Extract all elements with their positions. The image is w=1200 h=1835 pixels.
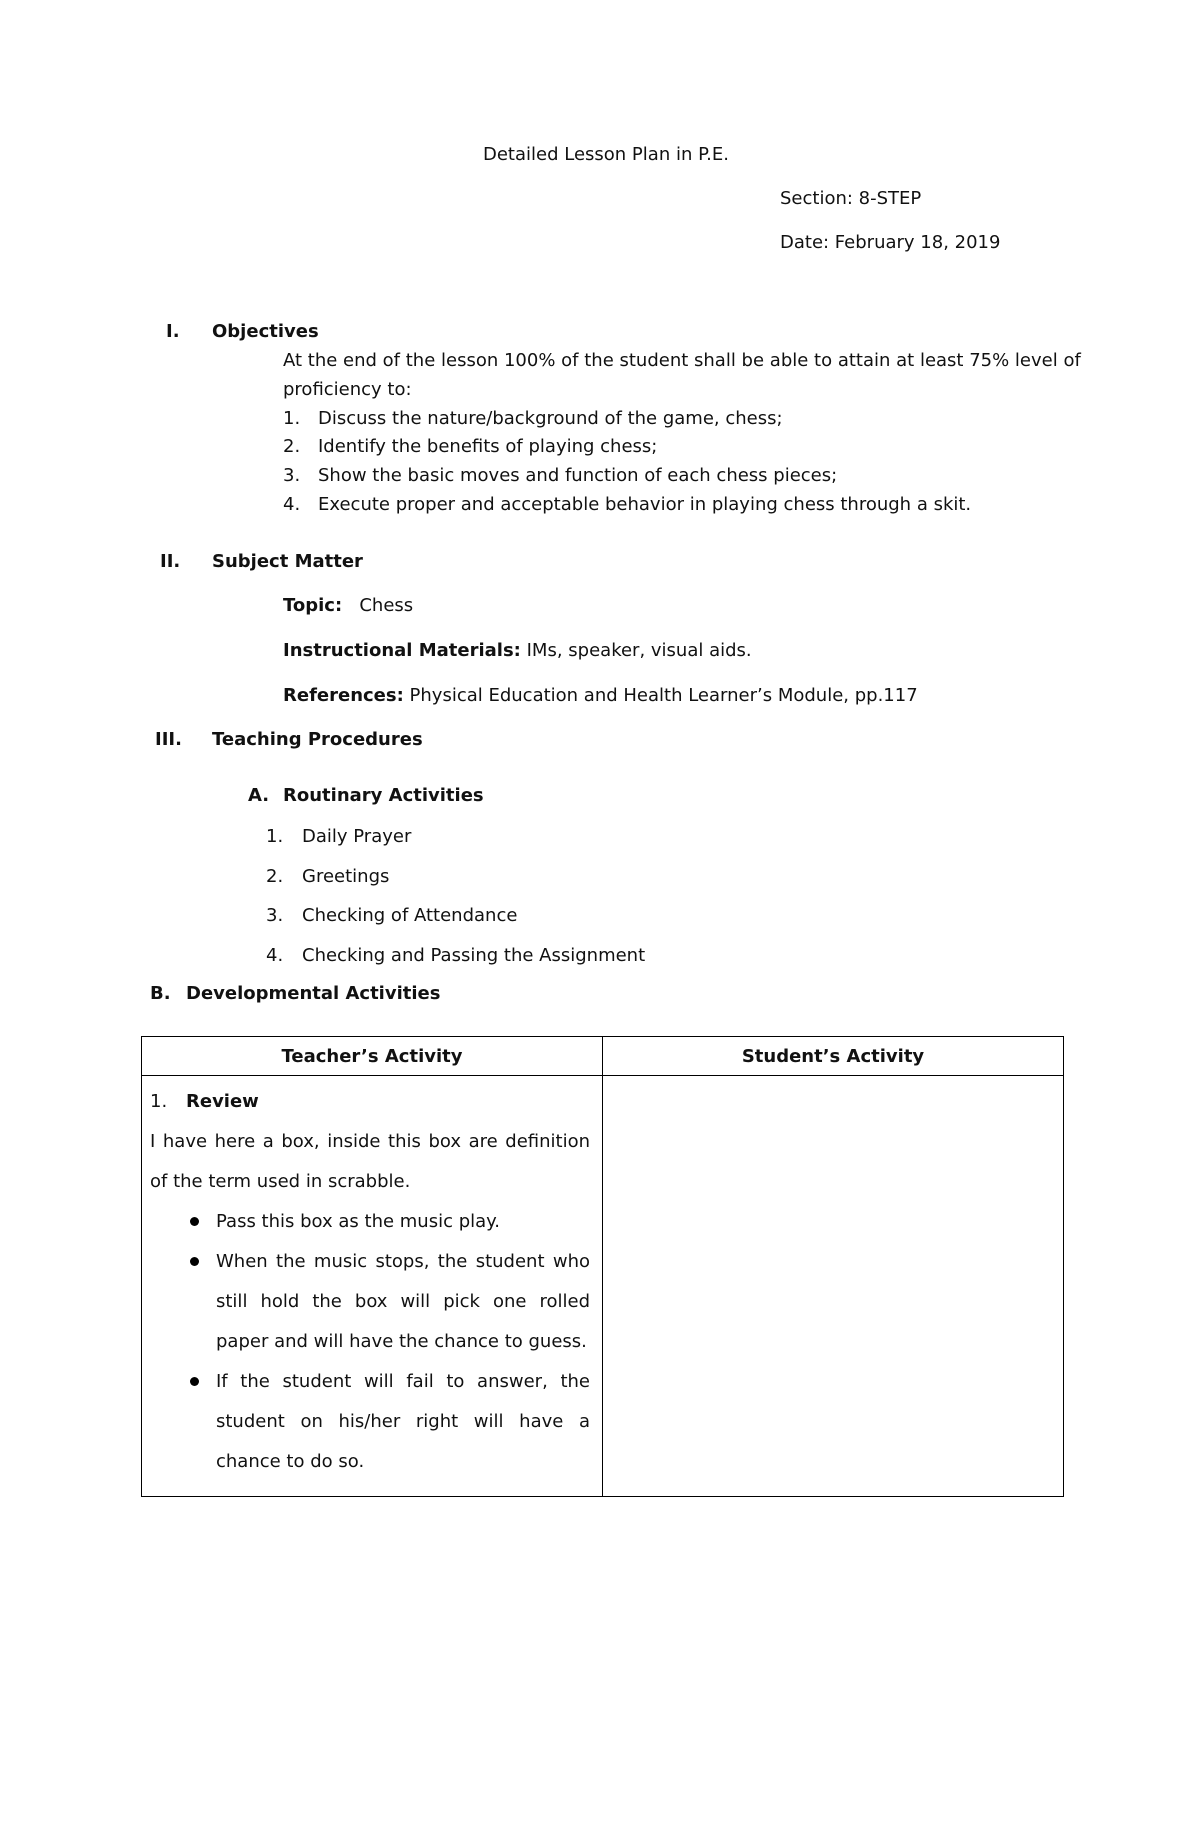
routinary-letter: A. [248,785,270,806]
date-label: Date: February 18, 2019 [780,232,1001,253]
teacher-activity-cell [142,1076,603,1497]
student-activity-header: Student’s Activity [603,1037,1064,1076]
bullet-icon [190,1377,199,1386]
review-heading: 1. Review [150,1091,259,1112]
list-item: Pass this box as the music play. [150,1202,590,1242]
routinary-item: 2. Greetings [266,866,390,887]
objectives-intro-line1: At the end of the lesson 100% of the student shall be able to attain at least 75% level of [283,350,1081,371]
activities-table [141,1036,1064,1497]
routinary-item: 1. Daily Prayer [266,826,412,847]
teacher-activity-header: Teacher’s Activity [142,1037,603,1076]
procedures-number: III. [155,729,182,750]
bullet-icon [190,1217,199,1226]
routinary-item: 3. Checking of Attendance [266,905,518,926]
objective-item: 1. Discuss the nature/background of the game, chess; [283,408,783,429]
section-label: Section: 8-STEP [780,188,922,209]
objectives-heading: Objectives [212,321,319,342]
list-item: If the student will fail to answer, the student on his/her right will have a chance to do so. [150,1362,590,1482]
objectives-number: I. [166,321,180,342]
topic-line [283,595,413,616]
subject-matter-heading: Subject Matter [212,551,363,572]
review-intro: I have here a box, inside this box are definition of the term used in scrabble. [150,1131,590,1192]
objective-item: 4. Execute proper and acceptable behavior in playing chess through a skit. [283,494,972,515]
student-activity-cell [603,1076,1064,1497]
materials-label: Instructional Materials: [283,640,521,661]
references-value: Physical Education and Health Learner’s Module, pp.117 [409,685,918,706]
developmental-heading: Developmental Activities [186,983,441,1004]
materials-value: IMs, speaker, visual aids. [526,640,752,661]
topic-label: Topic: [283,595,343,616]
routinary-heading: Routinary Activities [283,785,484,806]
references-line [283,685,918,706]
routinary-item: 4. Checking and Passing the Assignment [266,945,646,966]
review-steps [150,1202,590,1482]
bullet-icon [190,1257,199,1266]
topic-value: Chess [359,595,414,616]
objectives-intro-line2: proficiency to: [283,379,412,400]
subject-matter-number: II. [160,551,181,572]
objective-item: 2. Identify the benefits of playing chess; [283,436,658,457]
developmental-letter: B. [150,983,171,1004]
materials-line [283,640,752,661]
objective-item: 3. Show the basic moves and function of each chess pieces; [283,465,838,486]
list-item: When the music stops, the student who still hold the box will pick one rolled paper and will have the chance to guess. [150,1242,590,1362]
references-label: References: [283,685,404,706]
procedures-heading: Teaching Procedures [212,729,423,750]
document-title: Detailed Lesson Plan in P.E. [483,144,729,165]
